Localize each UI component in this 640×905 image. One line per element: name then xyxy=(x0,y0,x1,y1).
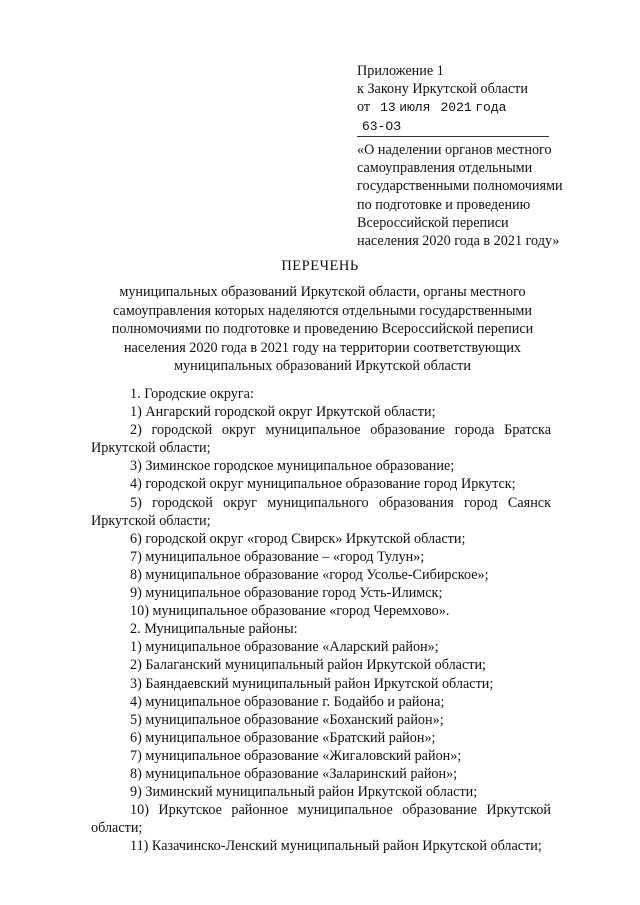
date-suffix: года xyxy=(475,100,507,115)
list-item: 1) муниципальное образование «Аларский район»; xyxy=(130,639,439,656)
list-item: 10) муниципальное образование «город Черемхово». xyxy=(130,603,450,620)
list-item: 5) муниципальное образование «Боханский район»; xyxy=(130,711,444,728)
list-item: 5) городской округ муниципального образования город Саянск Иркутской области; xyxy=(91,494,551,529)
description-line: «О наделении органов местного xyxy=(357,142,552,158)
annex-law-reference: к Закону Иркутской области xyxy=(357,81,528,97)
list-item: 2) Балаганский муниципальный район Иркутской области; xyxy=(130,657,486,674)
list-item: 7) муниципальное образование – «город Тулун»; xyxy=(130,548,425,565)
law-number: 63-ОЗ xyxy=(362,119,402,134)
list-item: 4) городской округ муниципальное образование город Иркутск; xyxy=(130,476,516,493)
description-line: государственными полномочиями xyxy=(357,178,563,195)
document-subtitle xyxy=(95,283,550,376)
annex-title: Приложение 1 xyxy=(357,63,444,79)
list-item: 2. Муниципальные районы: xyxy=(130,621,298,638)
description-line: по подготовке и проведению xyxy=(357,196,531,213)
list-item: 6) городской округ «город Свирск» Иркутской области; xyxy=(130,530,466,547)
description-line: населения 2020 года в 2021 году» xyxy=(357,233,560,250)
document-heading: ПЕРЕЧЕНЬ xyxy=(281,258,359,274)
date-day: 13 xyxy=(380,100,396,115)
list-item: 9) муниципальное образование город Усть-Илимск; xyxy=(130,585,443,602)
subtitle-line: муниципальных образований Иркутской области xyxy=(174,358,471,375)
annex-number xyxy=(357,117,597,136)
date-month: июля xyxy=(399,100,431,115)
list-item: 8) муниципальное образование «город Усолье-Сибирское»; xyxy=(130,566,489,583)
annex-date xyxy=(357,98,597,117)
list-item: 9) Зиминский муниципальный район Иркутской области; xyxy=(130,784,478,801)
list-item: 7) муниципальное образование «Жигаловский район»; xyxy=(130,747,462,764)
subtitle-line: населения 2020 года в 2021 году на территории соответствующих xyxy=(123,339,522,356)
list-item: 11) Казачинско-Ленский муниципальный район Иркутской области; xyxy=(130,838,542,855)
list-item: 3) Баяндаевский муниципальный район Иркутской области; xyxy=(130,675,494,692)
date-prefix: от xyxy=(357,99,371,115)
description-line: Всероссийской переписи xyxy=(357,214,509,231)
list-item: 4) муниципальное образование г. Бодайбо и района; xyxy=(130,693,445,710)
list-item: 10) Иркутское районное муниципальное образование Иркутской области; xyxy=(91,802,551,837)
underline-rule xyxy=(357,136,549,137)
annex-description xyxy=(357,141,597,250)
annex-block xyxy=(357,62,597,250)
subtitle-line: самоуправления которых наделяются отдельными государственными xyxy=(113,302,532,319)
list-item: 3) Зиминское городское муниципальное образование; xyxy=(130,458,455,475)
list-item: 1) Ангарский городской округ Иркутской области; xyxy=(130,404,436,421)
date-year: 2021 xyxy=(440,100,472,115)
subtitle-line: муниципальных образований Иркутской области, органы местного xyxy=(119,284,526,300)
municipality-list xyxy=(91,385,551,855)
list-item: 8) муниципальное образование «Заларинский район»; xyxy=(130,765,458,782)
list-item: 6) муниципальное образование «Братский район»; xyxy=(130,729,436,746)
list-item: 2) городской округ муниципальное образование города Братска Иркутской области; xyxy=(91,422,551,457)
description-line: самоуправления отдельными xyxy=(357,160,533,177)
list-item: 1. Городские округа: xyxy=(130,386,254,402)
subtitle-line: полномочиями по подготовке и проведению Всероссийской переписи xyxy=(111,321,534,338)
